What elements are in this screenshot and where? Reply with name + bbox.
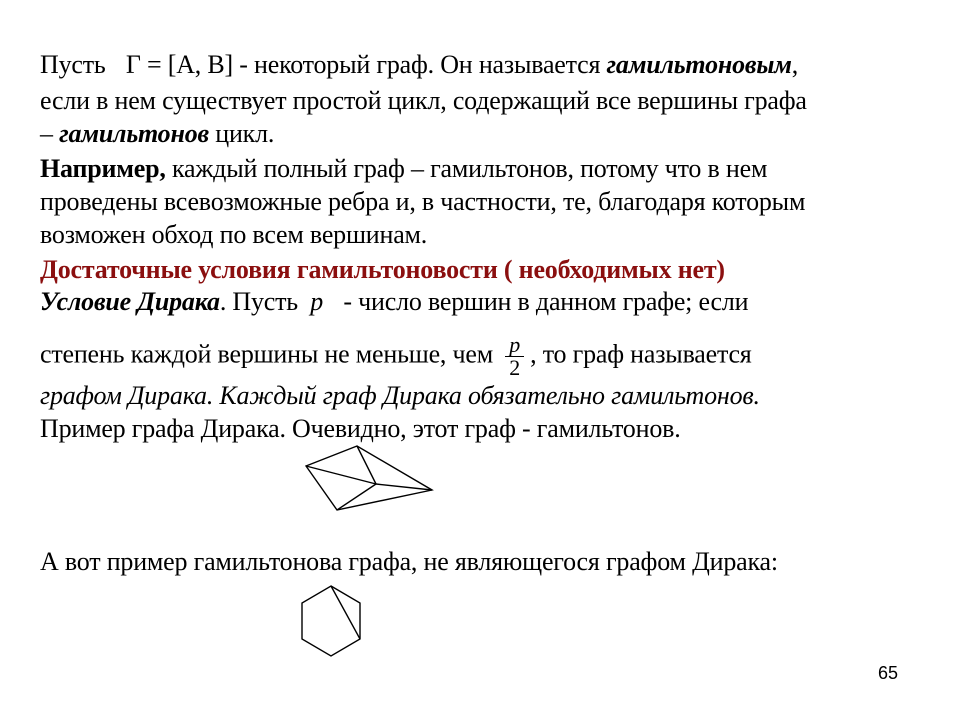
dirac-graph-statement: графом Дирака. Каждый граф Дирака обязательно гамильтонов. <box>40 381 760 410</box>
example-line-1 <box>40 154 767 184</box>
fraction-p-over-2 <box>505 334 524 379</box>
definition-line-1 <box>40 50 798 80</box>
text-vertex-count: - число вершин в данном графе; если <box>337 287 749 316</box>
example-text: каждый полный граф – гамильтонов, потому что в нем <box>165 154 768 183</box>
term-hamiltonian-cycle: гамильтонов <box>59 119 209 148</box>
dirac-condition-line <box>40 287 748 317</box>
definition-line-3 <box>40 119 274 149</box>
degree-condition-line <box>40 334 752 378</box>
hexagon-cycle <box>302 586 360 656</box>
section-heading: Достаточные условия гамильтоновости ( необходимых нет) <box>40 255 725 284</box>
example-line-3: возможен обход по всем вершинам. <box>40 220 428 249</box>
comma: , <box>791 50 799 79</box>
dirac-graph-outer-cycle <box>306 446 432 510</box>
text-nekotoryi-graf: - некоторый граф. Он называется <box>233 50 607 79</box>
page-number: 65 <box>878 663 899 683</box>
text-degree: степень каждой вершины не меньше, чем <box>40 339 493 369</box>
dirac-example-caption: Пример графа Дирака. Очевидно, этот граф - гамильтонов. <box>40 414 681 443</box>
graph-notation: Γ = [A, B] <box>125 50 233 79</box>
example-lead: Например, <box>40 154 166 183</box>
term-hamiltonian: гамильтоновым <box>606 50 792 79</box>
fraction-denominator: 2 <box>509 355 521 380</box>
variable-p: p <box>310 287 324 316</box>
dirac-graph-drawing <box>300 440 440 520</box>
text-cycle: цикл. <box>208 119 275 148</box>
hamiltonian-graph-drawing <box>298 582 364 662</box>
non-dirac-caption: А вот пример гамильтонова графа, не являющегося графом Дирака: <box>40 547 778 576</box>
text-graph-called: , то граф называется <box>530 339 752 369</box>
text-pust: Пусть <box>40 50 106 79</box>
text-pust-2: . Пусть <box>219 287 305 316</box>
fraction-numerator: p <box>505 334 524 357</box>
definition-line-2: если в нем существует простой цикл, содержащий все вершины графа <box>40 86 807 115</box>
term-dirac-condition: Условие Дирака <box>40 287 220 316</box>
example-line-2: проведены всевозможные ребра и, в частности, те, благодаря которым <box>40 187 806 216</box>
dash: – <box>40 119 60 148</box>
